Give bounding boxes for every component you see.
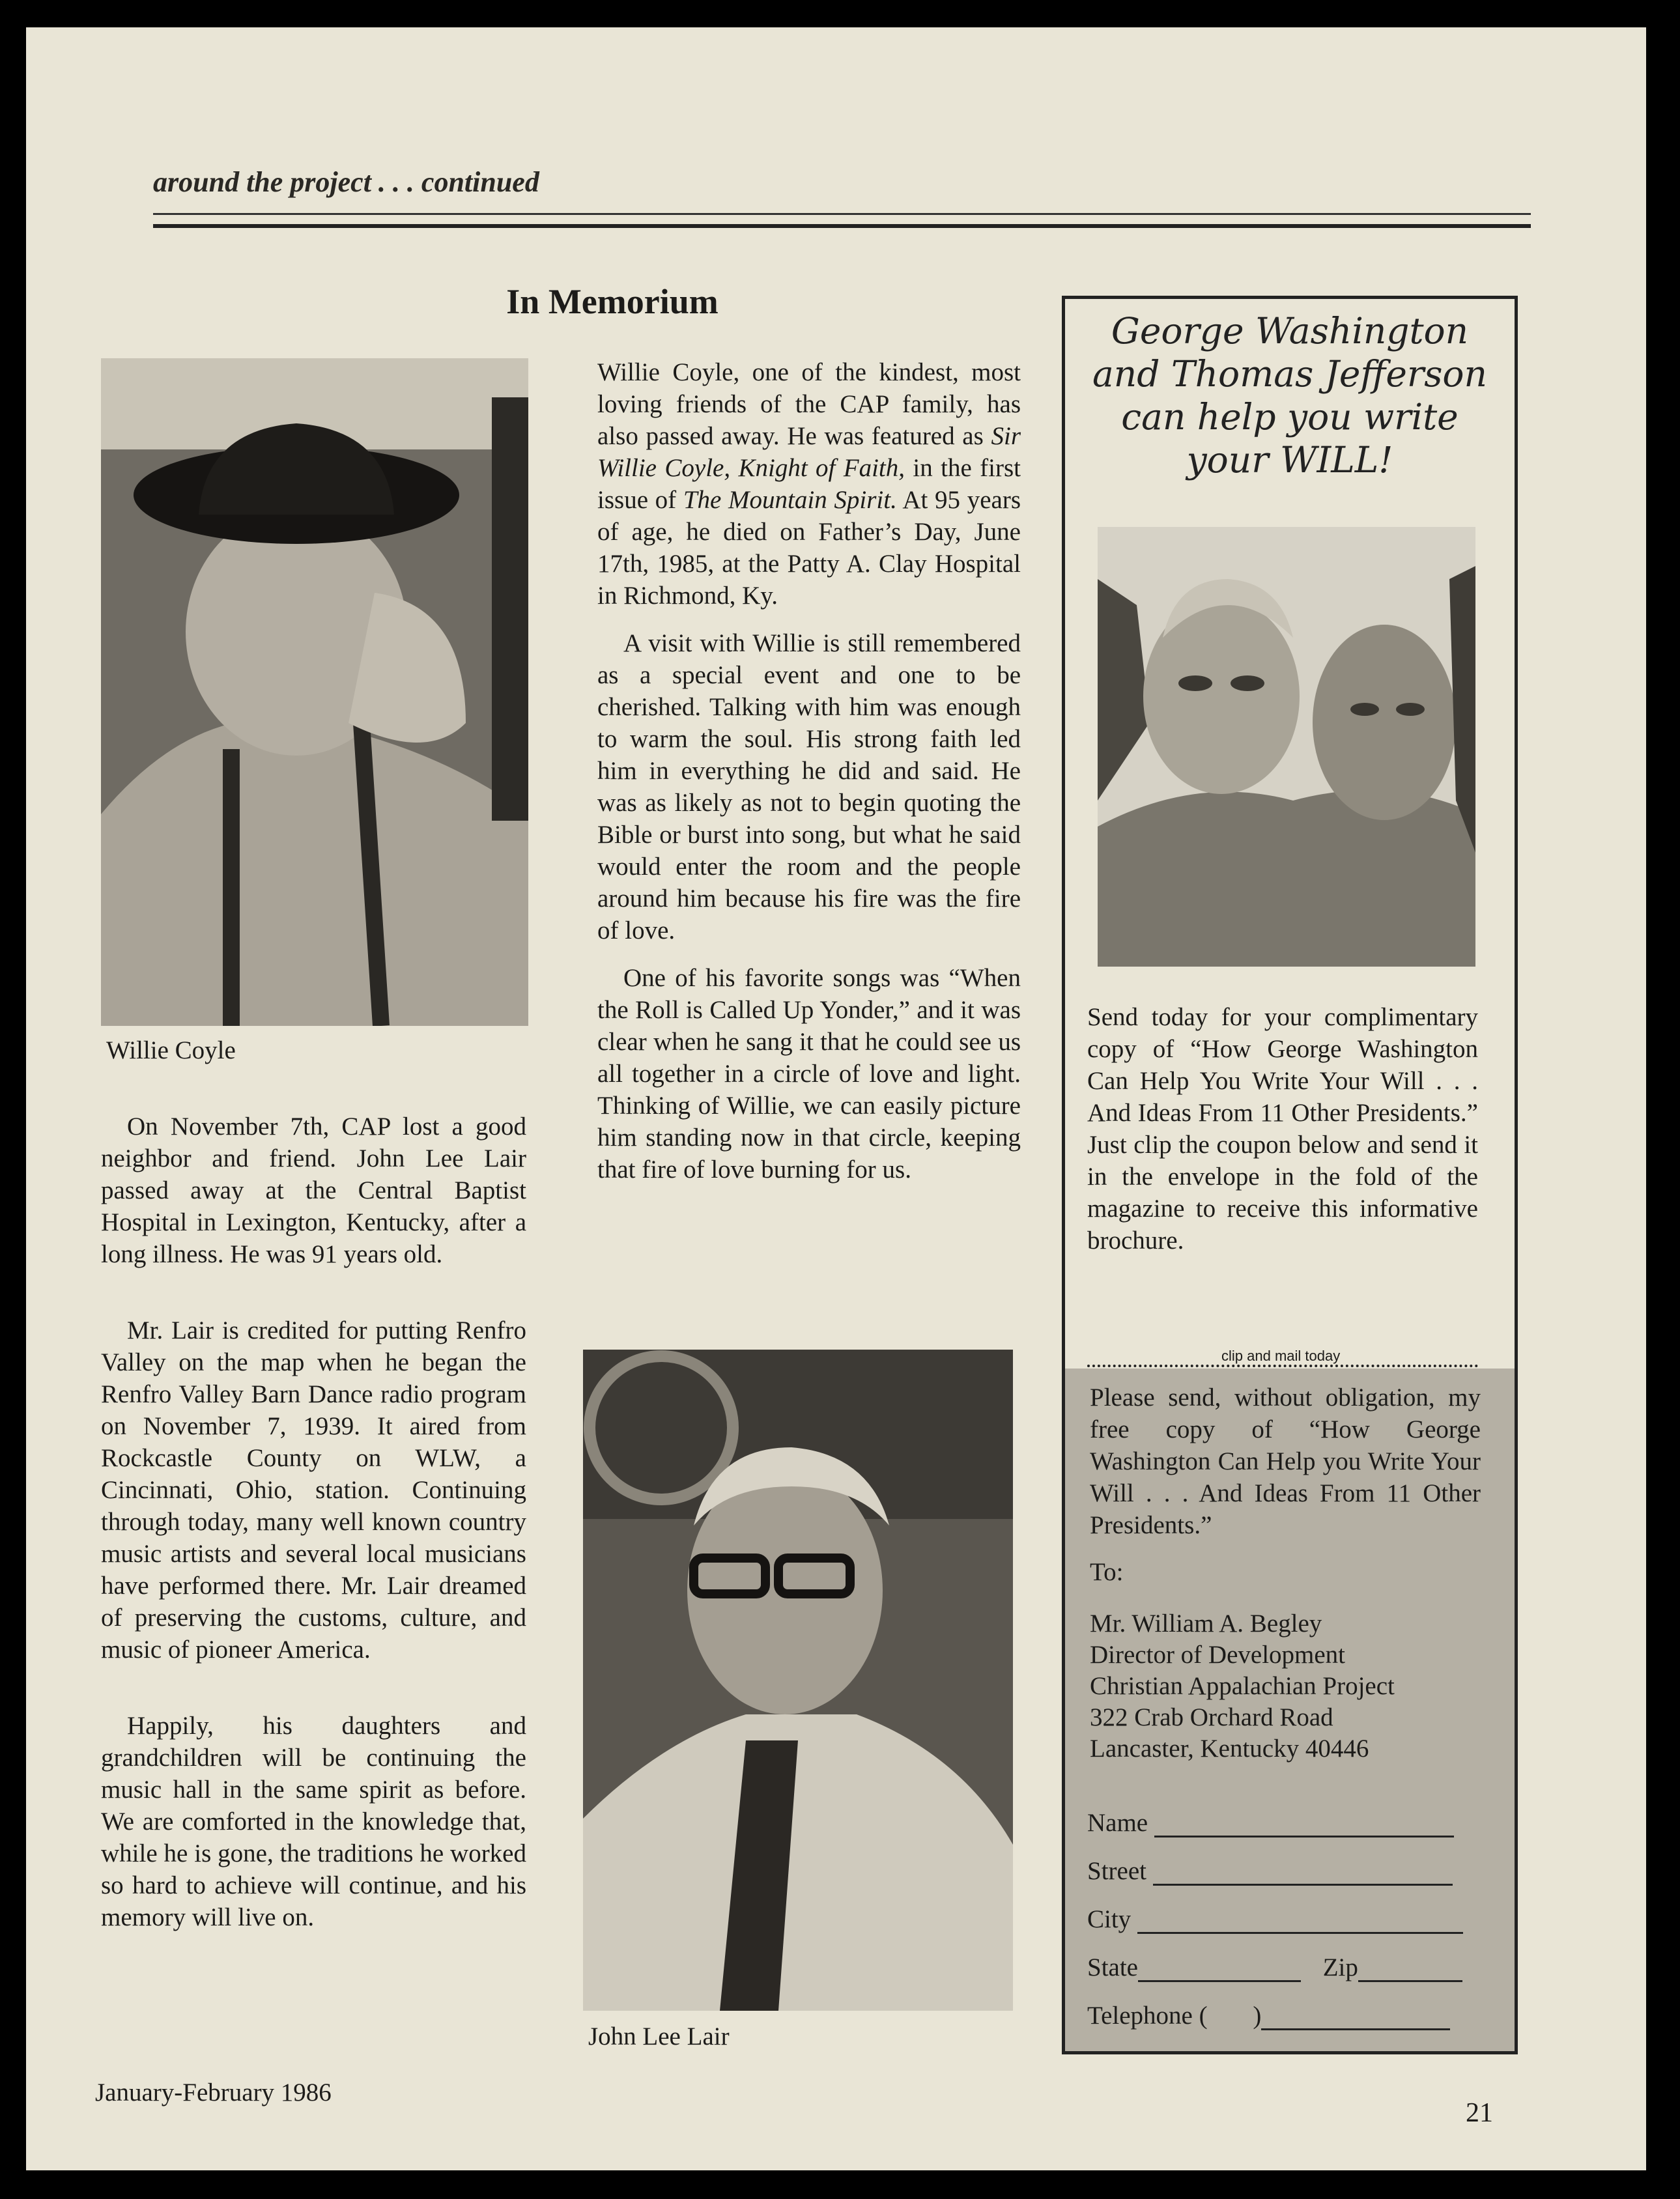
zip-blank[interactable] [1358, 1958, 1462, 1982]
street-field[interactable] [1087, 1856, 1453, 1886]
ad-headline [1065, 309, 1515, 481]
magazine-page [26, 27, 1646, 2170]
page-number: 21 [1466, 2098, 1493, 2128]
state-blank[interactable] [1138, 1958, 1301, 1982]
clip-line [1087, 1365, 1478, 1367]
lair-paragraph-2: Mr. Lair is credited for putting Renfro Valley on the map when he began the Renfro Valley Barn Dance radio program on November 7, 1939. It aired from Rockcastle County on WLW, a Cincinnati, Ohio, station. Continuing through today, many well known country music artists and several local musicians have performed there. Mr. Lair dreamed of preserving the customs, culture, and music of pioneer America. [101, 1316, 526, 1664]
ad-headline-line-3: can help you write [1121, 396, 1459, 438]
address-line-2: Director of Development [1090, 1641, 1346, 1669]
willie-coyle-photo [101, 358, 528, 1026]
issue-date: January-February 1986 [95, 2078, 332, 2107]
street-label: Street [1087, 1857, 1146, 1885]
coyle-paragraph-1 [597, 356, 1021, 612]
header-rule-thick [153, 224, 1531, 228]
lair-paragraph-3: Happily, his daughters and grandchildren will be continuing the music hall in the same spirit as before. We are comforted in the knowledge that, while he is gone, the traditions he worked so hard to achieve will continue, and his memory will live on. [101, 1712, 526, 1931]
state-label: State [1087, 1953, 1138, 1981]
ad-headline-line-4: your WILL! [1186, 439, 1393, 481]
article-title: In Memorium [506, 282, 719, 321]
coyle-p1-italic-title: Sir Willie Coyle, Knight of Faith, [597, 422, 1021, 482]
coupon [1065, 1369, 1515, 2051]
coyle-p1-text-c: At 95 years of age, he died on Father’s Day, June 17th, 1985, at the Patty A. Clay Hospital in Richmond, Ky. [597, 486, 1021, 610]
mount-rushmore-image [1098, 527, 1475, 967]
coyle-p1-text-a: Willie Coyle, one of the kindest, most loving friends of the CAP family, has also passed away. He was featured as [597, 358, 1021, 450]
telephone-blank[interactable] [1261, 2006, 1450, 2030]
name-label: Name [1087, 1809, 1148, 1837]
ad-headline-line-1: George Washington [1111, 310, 1469, 352]
will-brochure-ad [1062, 296, 1518, 2054]
lair-column [101, 1111, 526, 1933]
header-rule-thin [153, 213, 1531, 215]
coyle-column [597, 356, 1021, 1185]
mount-rushmore-photo [1098, 527, 1475, 967]
john-lee-lair-portrait-image [583, 1350, 1013, 2011]
telephone-field[interactable] [1087, 2001, 1450, 2030]
lair-paragraph-1: On November 7th, CAP lost a good neighbor and friend. John Lee Lair passed away at the Central Baptist Hospital in Lexington, Kentucky, after a long illness. He was 91 years old. [101, 1113, 526, 1268]
zip-label: Zip [1322, 1953, 1358, 1981]
willie-coyle-portrait-image [101, 358, 528, 1026]
city-label: City [1087, 1905, 1132, 1933]
address-line-4: 322 Crab Orchard Road [1090, 1703, 1333, 1731]
street-blank[interactable] [1153, 1862, 1453, 1886]
address-line-5: Lancaster, Kentucky 40446 [1090, 1735, 1369, 1763]
ad-body-text: Send today for your complimentary copy of “How George Washington Can Help You Write Your Will . . . And Ideas From 11 Other Presidents.” Just clip the coupon below and send it in the envelope in the fold of the magazine to receive this informative brochure. [1087, 1003, 1478, 1255]
city-blank[interactable] [1137, 1910, 1463, 1934]
ad-headline-line-2: and Thomas Jefferson [1092, 353, 1487, 395]
address-line-3: Christian Appalachian Project [1090, 1672, 1395, 1700]
name-blank[interactable] [1154, 1813, 1454, 1837]
telephone-close-paren: ) [1253, 2002, 1262, 2030]
john-lee-lair-caption: John Lee Lair [588, 2022, 730, 2050]
coupon-address [1090, 1608, 1395, 1765]
willie-coyle-caption: Willie Coyle [106, 1036, 236, 1064]
telephone-label: Telephone ( [1087, 2002, 1208, 2030]
john-lee-lair-photo [583, 1350, 1013, 2011]
city-field[interactable] [1087, 1905, 1463, 1934]
coyle-paragraph-2: A visit with Willie is still remembered as a special event and one to be cherished. Talking with him was enough to warm the soul. His strong faith led him in everything he did and said. He was as likely as not to begin quoting the Bible or burst into song, but what he said would enter the room and the people around him because his fire was the fire of love. [597, 629, 1021, 944]
address-line-1: Mr. William A. Begley [1090, 1610, 1322, 1638]
coyle-p1-text-b: in the first issue of [597, 454, 1021, 514]
clip-and-mail-label: clip and mail today [1221, 1348, 1341, 1364]
coyle-p1-italic-magazine: The Mountain Spirit. [683, 486, 897, 514]
running-head: around the project . . . continued [153, 166, 539, 198]
coupon-to-label: To: [1090, 1558, 1124, 1586]
state-zip-field[interactable] [1087, 1953, 1462, 1982]
coyle-paragraph-3: One of his favorite songs was “When the Roll is Called Up Yonder,” and it was clear when he sang it that he could see us all together in a circle of love and light. Thinking of Willie, we can easily picture him standing now in that circle, keeping that fire of love burning for us. [597, 964, 1021, 1184]
coupon-text: Please send, without obligation, my free copy of “How George Washington Can Help you Write Your Will . . . And Ideas From 11 Other Presidents.” [1090, 1383, 1481, 1539]
name-field[interactable] [1087, 1808, 1454, 1837]
